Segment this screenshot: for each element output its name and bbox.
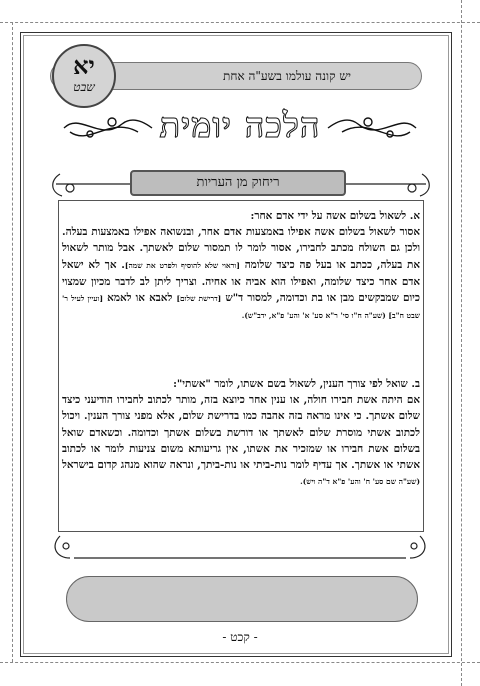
date-month: שבט — [73, 80, 95, 94]
quote-text: יש קונה עולמו בשע"ה אחת — [223, 69, 351, 83]
date-day: יא — [73, 51, 95, 80]
paragraph-1-note-3: [ועיין לעיל ר' שבט ח"ב] (שע"ה ח"ו סי' ר"א סע' א' והע' פ"א, ידב"ש). — [62, 294, 420, 321]
paragraph-2-heading: ב. שואל לפי צורך הענין, לשאול בשם אשתו, לומר "אשתי": — [173, 378, 420, 390]
main-title: הלכה יומית — [159, 106, 321, 146]
date-badge — [52, 44, 116, 108]
topic-title: ריחוק מן העריות — [130, 170, 346, 196]
crop-line-top — [0, 22, 480, 23]
crop-line-right — [461, 0, 462, 686]
bottom-bar — [66, 576, 418, 622]
paragraph-1-heading: א. לשאול בשלום אשה על ידי אדם אחר: — [250, 210, 420, 222]
page-number: - קכט - — [222, 630, 258, 644]
paragraph-1-note-1: [וראוי שלא להוסיף ולפרט את שמה] — [124, 260, 240, 270]
paragraph-1-body-2: . אך לא ישאל אדם אחר כיצד שלומה, ואפילו הוא אביה או אחיה. וצריך ליתן לב לדבר מכיון שמצוי כיום שמבקשים מבן או בת וכדומה, למסור ד"ש — [62, 258, 420, 305]
bottom-ornament — [0, 528, 480, 568]
title-banner — [60, 102, 420, 150]
paragraph-1 — [62, 208, 420, 324]
crop-line-bottom — [0, 662, 480, 663]
paragraph-1-body: אסור לשאול בשלום אשה אפילו באמצעות אדם אחר, ובנשואה אפילו באמצעות בעלה. ולכן גם השולח מכתב לחבירו, אסור לומר לו תמסור שלום לאשתך. אבל מותר לשאול את בעלה, ככתב או בעל פה כיצד שלומה — [62, 226, 421, 271]
topic-header — [46, 166, 436, 202]
paragraph-2-body: אם היתה אשת חבירו חולה, או ענין אחר כיוצא בזה, מותר לכתוב לחבירו הודיעני כיצד שלום אשתך. כי אינו מראה בזה אהבה כמו בדרישת שלום, אלא מפני צורך הענין. ויכול לכתוב אשתי מוסרת שלום לאשתך או דורשת בשלום אשתך וכדומה. וכשאדם שואל בשלום אשת חבירו או שמזכיר את אשתו, אין גריעותא משום צניעות לומר או לכתוב אשתי או אשתך. אך עדיף לומר נות-ביתי או נות-ביתך, ונראה שהוא מנהג קדום בישראל — [62, 394, 420, 472]
paragraph-1-note-2: [דרישת שלום] — [176, 294, 222, 304]
paragraph-2 — [62, 376, 420, 490]
paragraph-2-note-1: (שע"ה שם סע' ח' והע' פ"א ד"ה ויש). — [300, 477, 420, 487]
paragraph-1-body-3: לאבא או לאמא — [107, 292, 177, 305]
